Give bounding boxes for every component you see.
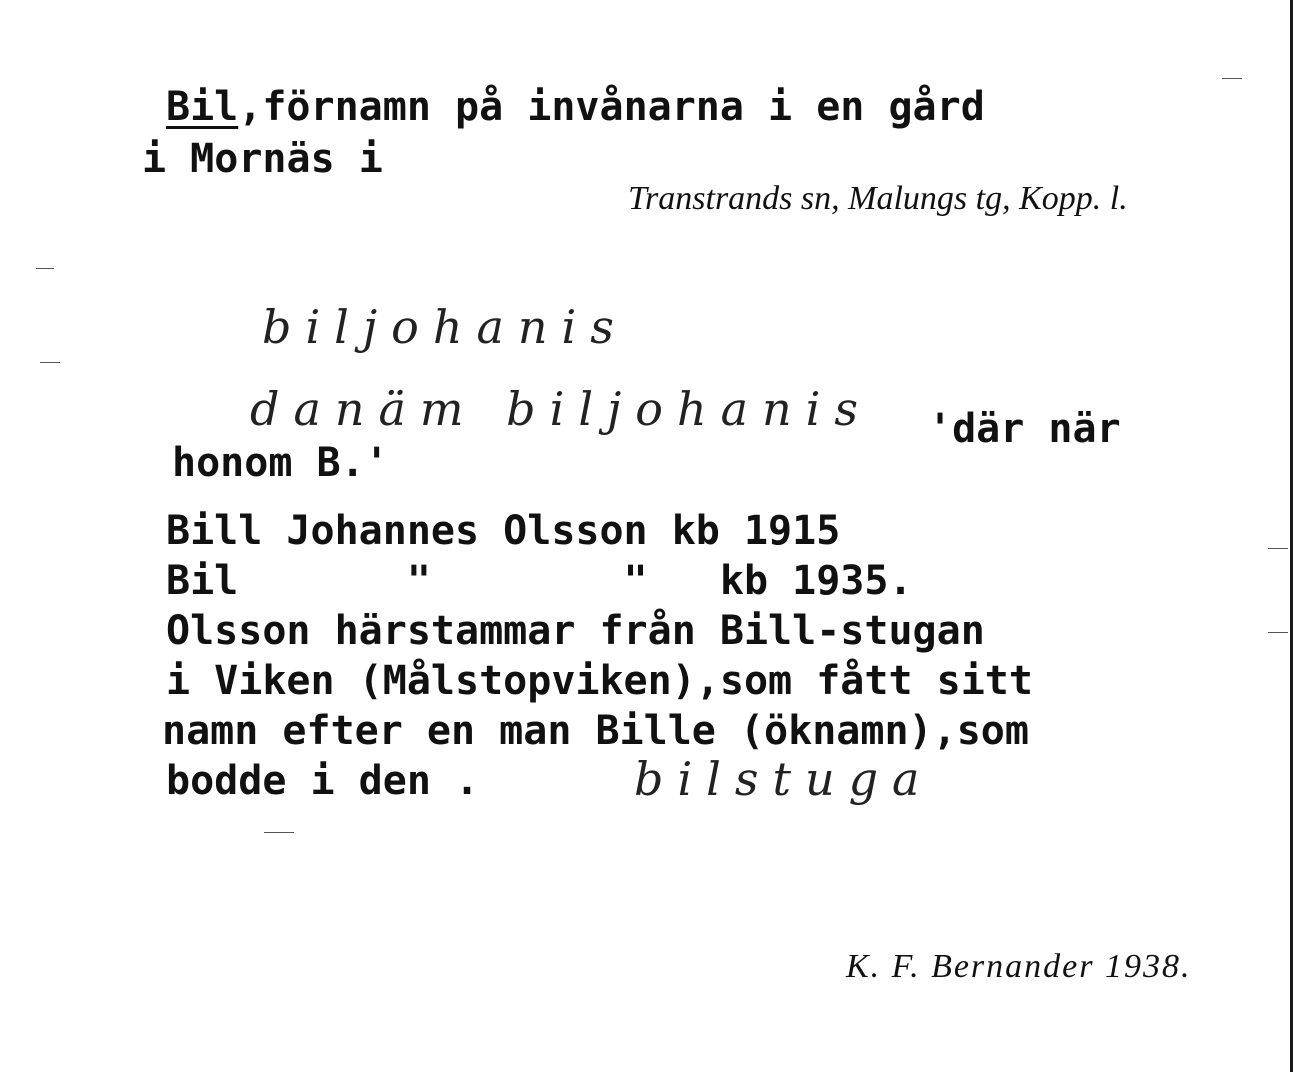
location-line: Transtrands sn, Malungs tg, Kopp. l.	[628, 180, 1128, 217]
handwritten-form-3: bilstuga	[634, 752, 934, 806]
card-edge	[1290, 0, 1293, 1072]
typed-honom-line: honom B.'	[172, 440, 389, 486]
signature: K. F. Bernander 1938.	[846, 948, 1192, 985]
body-line-6: bodde i den .	[166, 758, 480, 804]
header-line-1	[166, 82, 985, 132]
body-line-2: Bil " " kb 1935.	[166, 558, 913, 604]
headword: Bil	[166, 84, 239, 130]
header-line-2: i Mornäs i	[142, 136, 383, 182]
body-line-1: Bill Johannes Olsson kb 1915	[166, 508, 841, 554]
scan-speck	[36, 268, 54, 269]
scan-speck	[1268, 548, 1288, 549]
body-line-4: i Viken (Målstopviken),som fått sitt	[166, 658, 1033, 704]
scan-speck	[1268, 632, 1288, 633]
scan-speck	[264, 832, 294, 833]
body-line-5: namn efter en man Bille (öknamn),som	[162, 708, 1029, 754]
header-line-1-rest: ,förnamn på invånarna i en gård	[238, 84, 985, 130]
scan-speck	[40, 362, 60, 363]
handwritten-form-1: biljohanis	[262, 300, 628, 354]
typed-after-handwriting: 'där när	[928, 406, 1121, 452]
scan-speck	[1222, 78, 1242, 79]
handwritten-form-2: danäm biljohanis	[250, 382, 872, 436]
body-line-3: Olsson härstammar från Bill-stugan	[166, 608, 985, 654]
